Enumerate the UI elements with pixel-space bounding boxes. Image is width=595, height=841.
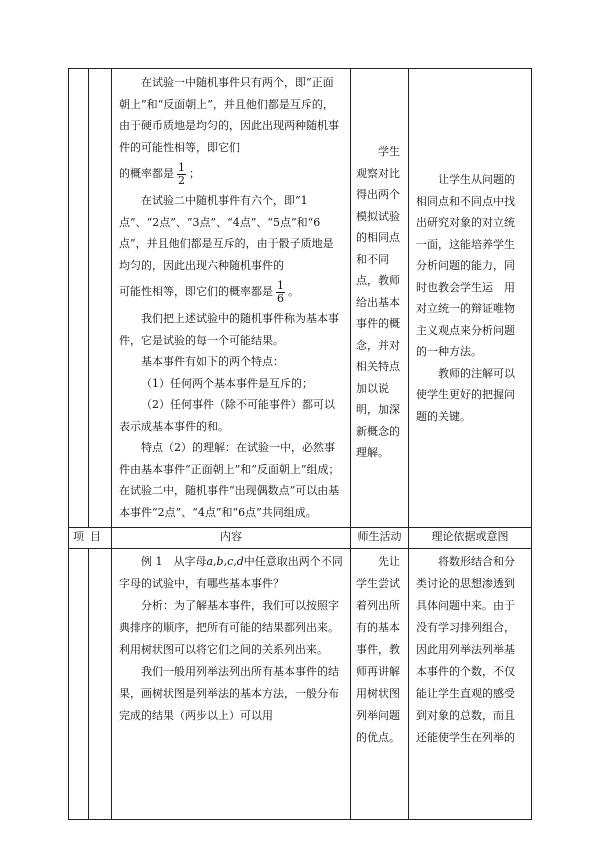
letter-set: a,b,c,d — [206, 555, 244, 568]
content-paragraph — [119, 551, 344, 595]
header-content: 内容 — [112, 528, 351, 549]
project-cell — [69, 549, 89, 820]
content-paragraph — [119, 276, 344, 308]
theory-text: 将数形结合和分类讨论的思想渗透到具体问题中来。由于没有学习排列组合，因此用列举法列举基本事件的个数，不仅能让学生直观的感受到对象的总数，而且还能使学生在列举的 — [416, 555, 515, 744]
content-text: 中任意取出两个不同字母的试验中，有哪些基本事件？ — [119, 555, 343, 590]
fraction-numerator: 1 — [178, 160, 185, 174]
activity-cell — [351, 549, 409, 820]
content-paragraph: 特点（2）的理解：在试验一中，必然事件由基本事件“正面朝上”和“反面朝上”组成；在试验二中，随机事件“出现偶数点”可以由基本事件“2点”、“4点”和“6点”共同组成。 — [119, 441, 340, 519]
project-sub-cell — [89, 69, 112, 528]
content-paragraph — [119, 158, 344, 190]
lesson-plan-table — [68, 68, 532, 820]
fraction-numerator: 1 — [277, 278, 284, 292]
content-paragraph: 分析：为了解基本事件，我们可以按照字典排序的顺序，把所有可能的结果都列出来。利用树状图可以将它们之间的关系列出来。 — [119, 599, 339, 656]
activity-cell — [351, 69, 409, 528]
content-text: 可能性相等，即它们的概率都是 — [119, 285, 273, 298]
content-text: ； — [189, 167, 200, 180]
content-paragraph: （2）任何事件（除不可能事件）都可以表示成基本事件的和。 — [119, 398, 335, 433]
activity-text: 先让学生尝试着列出所有的基本事件，教师再讲解用树状图列举问题的优点。 — [356, 555, 400, 744]
content-text: 例 1 从字母 — [141, 555, 207, 568]
fraction — [276, 280, 285, 305]
theory-cell — [409, 69, 532, 528]
fraction — [177, 162, 186, 187]
project-sub-cell — [89, 549, 112, 820]
fraction-denominator: 6 — [277, 291, 284, 305]
content-paragraph: 我们把上述试验中的随机事件称为基本事件，它是试验的每一个可能结果。 — [119, 312, 339, 347]
header-row — [69, 528, 532, 549]
content-paragraph: （1）任何两个基本事件是互斥的； — [141, 376, 313, 390]
content-cell — [112, 549, 351, 820]
theory-paragraph: 让学生从问题的相同点和不同点中找出研究对象的对立统一面，这能培养学生分析问题的能力，同时也教会学生运 用对立统一的辩证唯物主义观点来分析问题的一种方法。 — [416, 173, 515, 358]
content-paragraph: 在试验二中随机事件有六个，即“1点”、“2点”、“3点”、“4点”、“5点”和“6点”，并且他们都是互斥的，由于骰子质地是均匀的，因此出现六种随机事件的 — [119, 194, 334, 272]
content-paragraph: 基本事件有如下的两个特点： — [141, 355, 284, 368]
table-row — [69, 549, 532, 820]
content-paragraph: 我们一般用列举法列出所有基本事件的结果，画树状图是列举法的基本方法，一般分布完成的结果（两步以上）可以用 — [119, 665, 339, 722]
project-cell — [69, 69, 89, 528]
fraction-denominator: 2 — [178, 173, 185, 187]
header-project: 项目 — [69, 528, 112, 549]
content-text: 。 — [288, 285, 299, 298]
table-row — [69, 69, 532, 528]
theory-cell — [409, 549, 532, 820]
header-theory: 理论依据或意图 — [409, 528, 532, 549]
header-activity: 师生活动 — [351, 528, 409, 549]
theory-paragraph: 教师的注解可以使学生更好的把握问题的关键。 — [416, 366, 515, 423]
content-paragraph: 在试验一中随机事件只有两个，即“正面朝上”和“反面朝上”，并且他们都是互斥的，由于硬币质地是均匀的，因此出现两种随机事件的可能性相等，即它们 — [119, 76, 339, 154]
content-text: 的概率都是 — [119, 167, 174, 180]
activity-text: 学生观察对比得出两个模拟试验的相同点和不同点，教师给出基本事件的概念，并对相关特点加以说明，加深新概念的理解。 — [356, 145, 400, 459]
content-cell — [112, 69, 351, 528]
